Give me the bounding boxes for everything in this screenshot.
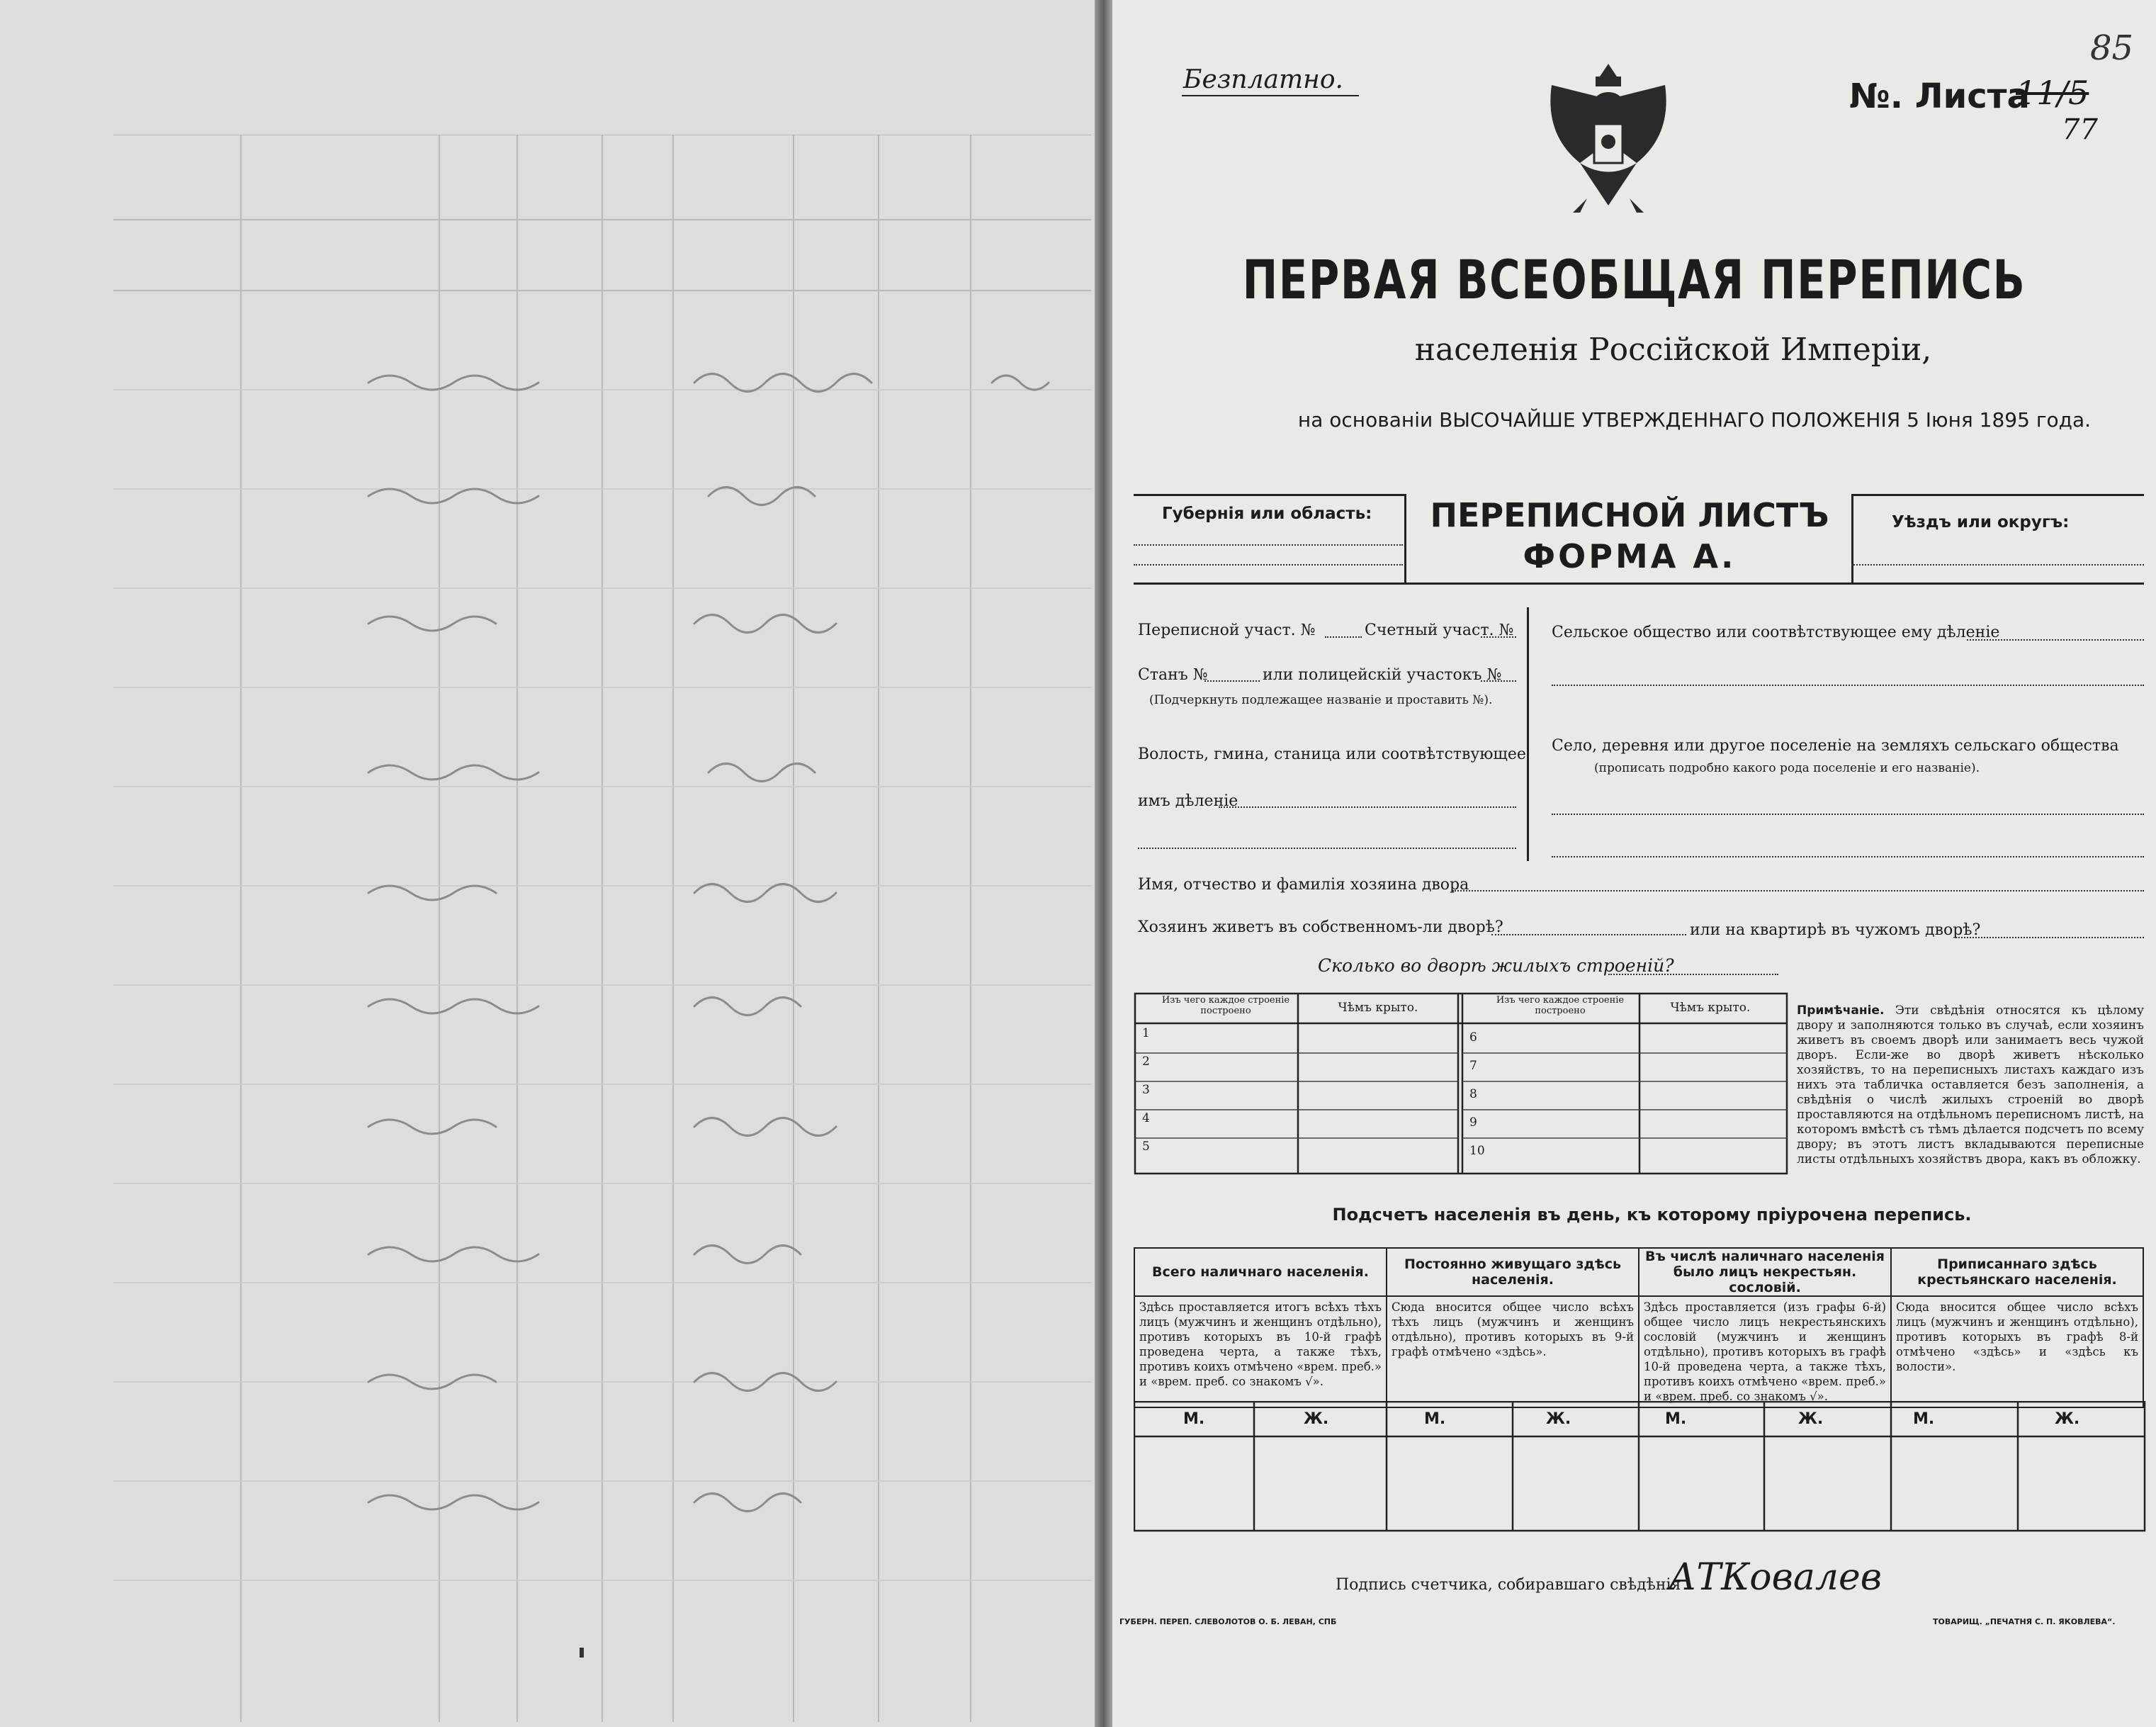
sheet-title: ПЕРЕПИСНОЙ ЛИСТЪ <box>1430 496 1829 534</box>
province-field[interactable] <box>1134 544 1403 546</box>
district-field[interactable] <box>1851 564 2144 566</box>
imprint-left: ГУБЕРН. ПЕРЕП. СЛЕВОЛОТОВ О. Б. ЛЕВАН, СПБ <box>1119 1617 1337 1626</box>
volost-field[interactable] <box>1219 806 1516 808</box>
buildings-question: Сколько во дворѣ жилыхъ строеній? <box>1318 955 1674 976</box>
pop4-male: М. <box>1913 1410 1935 1428</box>
building-row-6: 6 <box>1469 1030 1477 1045</box>
owner-name-field[interactable] <box>1452 890 2144 891</box>
census-subtitle: населенія Россійской Имперіи, <box>1414 332 1932 368</box>
province-field-2[interactable] <box>1134 564 1403 566</box>
signature-label: Подпись счетчика, собиравшаго свѣдѣнія <box>1336 1576 1681 1594</box>
sheet-number-label: №. Листа <box>1849 77 2030 116</box>
census-section-field[interactable] <box>1325 636 1362 638</box>
rural-society-field[interactable] <box>1967 639 2144 641</box>
buildings-field[interactable] <box>1608 974 1778 975</box>
district-box-top <box>1851 494 2144 496</box>
pop1-female: Ж. <box>1304 1410 1329 1428</box>
stan-label: Станъ № <box>1138 666 1208 684</box>
population-title: Подсчетъ населенія въ день, къ которому пріурочена перепись. <box>1332 1205 1972 1225</box>
pop-col3-head: Въ числѣ наличнаго населенія было лицъ некрестьян. сословій. <box>1639 1248 1891 1296</box>
owner-name-label: Имя, отчество и фамилія хозяина двора <box>1138 876 1469 894</box>
buildings-note <box>1797 1003 2144 1167</box>
location-divider <box>1527 607 1529 861</box>
census-basis: на основаніи ВЫСОЧАЙШЕ УТВЕРЖДЕННАГО ПОЛОЖЕНІЯ 5 Іюня 1895 года. <box>1297 408 2092 432</box>
pop-col2-head: Постоянно живущаго здѣсь населенія. <box>1387 1248 1639 1296</box>
buildings-note-label: Примѣчаніе. <box>1797 1003 1885 1018</box>
village-field[interactable] <box>1552 814 2144 815</box>
book-gutter <box>1095 0 1112 1727</box>
enumerator-signature: АТКовалев <box>1669 1556 1883 1599</box>
rural-society-label: Сельское общество или соотвѣтствующее ему дѣленіе <box>1552 624 2000 641</box>
pop2-female: Ж. <box>1546 1410 1571 1428</box>
volost-label-2: имъ дѣленіе <box>1138 792 1238 810</box>
buildings-col-roof-2: Чѣмъ крыто. <box>1670 1001 1751 1015</box>
building-row-3: 3 <box>1142 1083 1150 1097</box>
building-row-4: 4 <box>1142 1111 1150 1125</box>
imperial-eagle-emblem <box>1537 57 1679 220</box>
sheet-number-value: 11/5 <box>2016 74 2089 112</box>
pop1-male: М. <box>1183 1410 1205 1428</box>
district-box-left <box>1851 494 1853 585</box>
building-row-10: 10 <box>1469 1144 1485 1158</box>
buildings-col-roof: Чѣмъ крыто. <box>1338 1001 1418 1015</box>
count-section-label: Счетный участ. № <box>1365 621 1514 639</box>
province-box-top <box>1134 494 1406 496</box>
census-main-title: ПЕРВАЯ ВСЕОБЩАЯ ПЕРЕПИСЬ <box>1242 248 2026 311</box>
count-section-field[interactable] <box>1481 636 1516 638</box>
free-underline <box>1182 95 1359 96</box>
pop-col2-text: Сюда вносится общее число всѣхъ тѣхъ лицъ (мужчинъ и женщинъ отдѣльно), противъ которыхъ въ 9-й графѣ отмѣчено «здѣсь». <box>1387 1296 1639 1407</box>
left-page-handwriting <box>340 354 1105 1573</box>
underline-note: (Подчеркнуть подлежащее названіе и проставить №). <box>1149 693 1493 707</box>
building-row-9: 9 <box>1469 1115 1477 1130</box>
volost-field-2[interactable] <box>1138 848 1516 849</box>
population-mf-grid <box>1134 1401 2147 1532</box>
pop-col4-text: Сюда вносится общее число всѣхъ лицъ (мужчинъ и женщинъ отдѣльно), противъ которыхъ въ графѣ 8-й отмѣчено «здѣсь» и «здѣсь къ волости». <box>1891 1296 2143 1407</box>
building-row-8: 8 <box>1469 1087 1477 1101</box>
pop-col4-head: Приписаннаго здѣсь крестьянскаго населенія. <box>1891 1248 2143 1296</box>
free-label: Безплатно. <box>1183 65 1343 94</box>
building-row-1: 1 <box>1142 1026 1150 1040</box>
village-label: Село, деревня или другое поселеніе на земляхъ сельскаго общества <box>1552 737 2119 755</box>
buildings-col-material-2: Изъ чего каждое строеніе построено <box>1496 995 1625 1016</box>
province-label: Губернія или область: <box>1162 505 1372 523</box>
village-field-2[interactable] <box>1552 856 2144 857</box>
pop4-female: Ж. <box>2055 1410 2080 1428</box>
police-label: или полицейскій участокъ № <box>1263 666 1502 684</box>
sheet-number-correction: 77 <box>2062 113 2098 146</box>
header-box-bottom <box>1134 583 2144 585</box>
buildings-table-frame <box>1134 992 1793 1176</box>
buildings-note-text: Эти свѣдѣнія относятся къ цѣлому двору и заполняются только въ случаѣ, если хозяинъ живетъ въ своемъ дворѣ или занимаетъ весь чужой дворъ. Если-же во дворѣ живетъ нѣсколько хозяйствъ, то на переписныхъ листахъ каждаго изъ нихъ эта табличка оставляется безъ заполненія, а свѣдѣнія о числѣ жилыхъ строеній во дворѣ проставляются на отдѣльномъ переписномъ листѣ, на которомъ вмѣстѣ съ тѣмъ дѣлается подсчетъ по всему двору; въ этотъ листъ вкладываются переписные листы отдѣльныхъ хозяйствъ двора, какъ въ обложку. <box>1797 1003 2145 1166</box>
pop3-male: М. <box>1665 1410 1687 1428</box>
pop2-male: М. <box>1424 1410 1446 1428</box>
pop-col1-head: Всего наличнаго населенія. <box>1134 1248 1387 1296</box>
or-flat-field[interactable] <box>1955 937 2144 938</box>
form-name: ФОРМА А. <box>1523 537 1737 575</box>
census-form-page <box>1112 0 2156 1727</box>
imprint-right: ТОВАРИЩ. „ПЕЧАТНЯ С. П. ЯКОВЛЕВА“. <box>1933 1617 2116 1626</box>
archive-number: 85 <box>2090 28 2134 68</box>
owner-lives-field[interactable] <box>1491 934 1686 935</box>
ink-speck <box>580 1648 584 1658</box>
owner-lives-label: Хозяинъ живетъ въ собственномъ-ли дворѣ? <box>1138 918 1503 936</box>
rural-society-field-2[interactable] <box>1552 685 2144 686</box>
population-table <box>1134 1247 2144 1408</box>
pop3-female: Ж. <box>1798 1410 1824 1428</box>
building-row-2: 2 <box>1142 1054 1150 1069</box>
buildings-col-material: Изъ чего каждое строеніе построено <box>1161 995 1290 1016</box>
pop-col3-text: Здѣсь проставляется (изъ графы 6-й) общее число лицъ некрестьянскихъ сословій (мужчинъ и женщинъ отдѣльно), противъ которыхъ въ графѣ 10-й проведена черта, а также тѣхъ, противъ коихъ отмѣчено «врем. преб.» и «врем. преб. со знакомъ √». <box>1639 1296 1891 1407</box>
district-label: Уѣздъ или округъ: <box>1892 513 2070 531</box>
stan-field[interactable] <box>1204 680 1260 682</box>
census-section-label: Переписной участ. № <box>1138 621 1316 639</box>
police-field[interactable] <box>1481 680 1516 682</box>
village-note: (прописать подробно какого рода поселеніе и его названіе). <box>1594 761 1980 775</box>
pop-col1-text: Здѣсь проставляется итогъ всѣхъ тѣхъ лицъ (мужчинъ и женщинъ отдѣльно), противъ которыхъ въ 10-й графѣ проведена черта, а также тѣхъ, противъ коихъ отмѣчено «врем. преб.» и «врем. преб. со знакомъ √». <box>1134 1296 1387 1407</box>
or-flat-label: или на квартирѣ въ чужомъ дворѣ? <box>1690 921 1981 939</box>
building-row-7: 7 <box>1469 1059 1477 1073</box>
volost-label: Волость, гмина, станица или соотвѣтствующее <box>1138 746 1526 763</box>
building-row-5: 5 <box>1142 1140 1150 1154</box>
